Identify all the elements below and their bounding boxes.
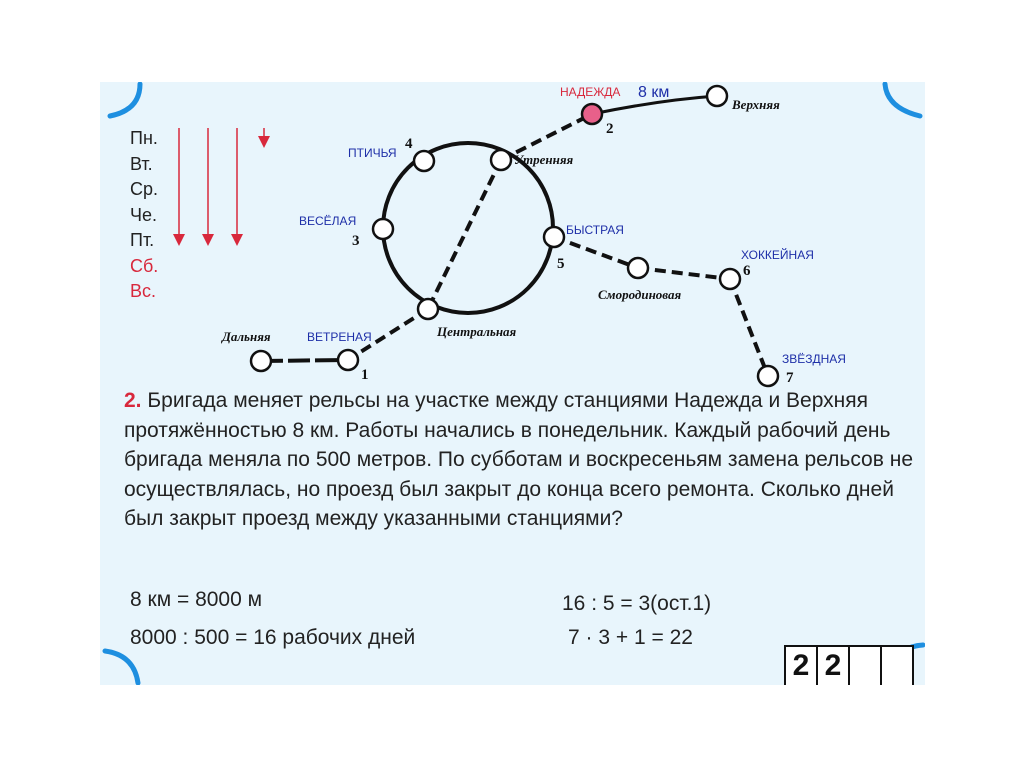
label-vetrenaya: ВЕТРЕНАЯ (307, 330, 372, 344)
day-mon: Пн. (130, 128, 158, 148)
label-bystraya: БЫСТРАЯ (566, 223, 624, 237)
label-dalnyaya: Дальняя (222, 329, 271, 344)
station-tsentralnaya (418, 299, 438, 319)
answer-cell-2: 2 (816, 645, 850, 685)
station-verkhnyaya (707, 86, 727, 106)
problem-text-block (124, 386, 924, 534)
label-smorodinovaya: Смородиновая (598, 287, 682, 302)
station-utrennyaya (491, 150, 511, 170)
station-bystraya (544, 227, 564, 247)
station-smorodinovaya (628, 258, 648, 278)
label-verkhnyaya: Верхняя (732, 97, 780, 112)
station-vetrenaya (338, 350, 358, 370)
station-number-5: 5 (557, 256, 565, 272)
day-fri: Пт. (130, 230, 155, 250)
station-number-1: 1 (361, 367, 369, 383)
label-nadezhda: НАДЕЖДА (560, 85, 621, 99)
day-sun: Вс. (130, 281, 157, 301)
station-number-4: 4 (405, 136, 413, 152)
answer-cell-1: 2 (784, 645, 818, 685)
station-zvezdnaya (758, 366, 778, 386)
answer-grid (780, 637, 925, 685)
slide (100, 82, 925, 685)
station-number-7: 7 (786, 370, 794, 386)
track-bystraya-smorodinovaya (554, 237, 638, 268)
station-hokkeynaya (720, 269, 740, 289)
label-zvezdnaya: ЗВЁЗДНАЯ (782, 352, 846, 366)
day-wed: Ср. (130, 179, 159, 199)
station-dalnyaya (251, 351, 271, 371)
track-hokkeynaya-zvezdnaya (730, 279, 768, 376)
label-utrennyaya: Утренняя (514, 152, 574, 167)
calc-line-4: 7 · 3 + 1 = 22 (568, 626, 693, 649)
problem-text: Бригада меняет рельсы на участке между станциями Надежда и Верхняя протяжённостью 8 км. Работы начались в понедельник. Каждый рабочий день бригада меняла по 500 метров. По субботам и воскресеньям замена рельсов не осуществлялась, но проезд был закрыт до конца всего ремонта. Сколько дней был закрыт проезд между указанными станциями? (124, 389, 914, 530)
day-thu: Че. (130, 204, 158, 225)
label-ptichya: ПТИЧЬЯ (348, 146, 397, 160)
day-tue: Вт. (130, 153, 153, 174)
day-sat: Сб. (130, 255, 159, 276)
station-number-6: 6 (743, 263, 751, 279)
station-veselaya (373, 219, 393, 239)
railway-diagram (100, 82, 925, 392)
answer-cell-4 (880, 645, 914, 685)
station-nadezhda (582, 104, 602, 124)
station-ptichya (414, 151, 434, 171)
label-distance: 8 км (638, 84, 670, 101)
station-number-2: 2 (606, 121, 614, 137)
label-hokkeynaya: ХОККЕЙНАЯ (741, 248, 814, 262)
calc-line-3: 16 : 5 = 3(ост.1) (562, 592, 712, 615)
track-smorodinovaya-hokkeynaya (638, 268, 730, 279)
calc-line-2: 8000 : 500 = 16 рабочих дней (130, 626, 416, 649)
track-dalnyaya-vetrenaya (261, 360, 348, 361)
problem-number: 2. (124, 389, 142, 412)
label-veselaya: ВЕСЁЛАЯ (299, 214, 357, 228)
station-number-3: 3 (352, 233, 360, 249)
calc-line-1: 8 км = 8000 м (130, 588, 263, 611)
answer-cell-3 (848, 645, 882, 685)
label-tsentralnaya: Центральная (437, 324, 517, 339)
track-utrennyaya-tsentralnaya (428, 160, 501, 309)
